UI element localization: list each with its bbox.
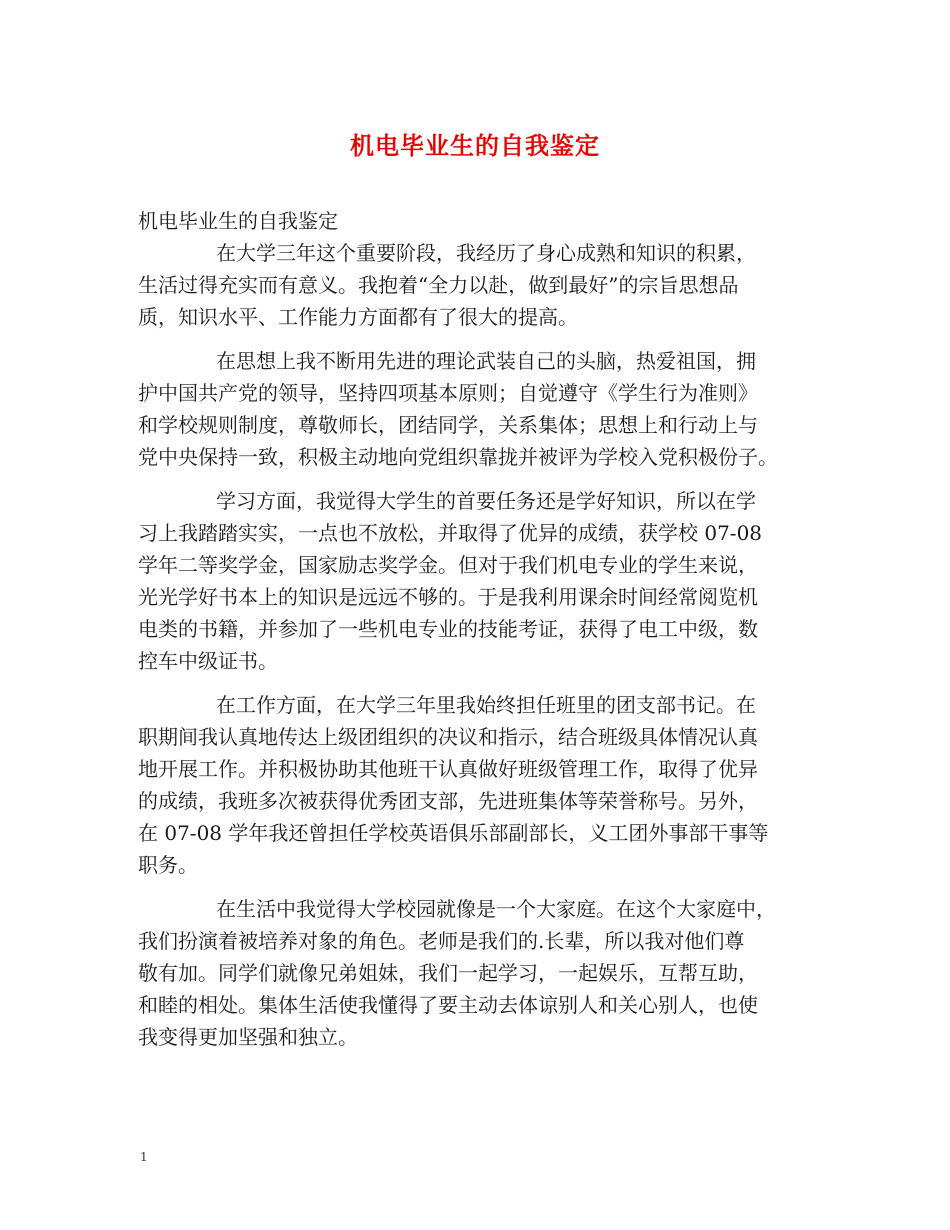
paragraph-line: 地开展工作。并积极协助其他班干认真做好班级管理工作，取得了优异	[138, 757, 758, 781]
page-number: 1	[140, 1150, 148, 1164]
paragraph-line: 在 07-08 学年我还曾担任学校英语俱乐部副部长，义工团外事部干事等	[138, 821, 769, 845]
paragraph-line: 在工作方面，在大学三年里我始终担任班里的团支部书记。在	[216, 693, 756, 717]
paragraph-3	[138, 485, 834, 677]
paragraph-line: 我变得更加坚强和独立。	[138, 1025, 358, 1049]
paragraph-line: 控车中级证书。	[138, 649, 278, 673]
paragraph-line: 在思想上我不断用先进的理论武装自己的头脑，热爱祖国，拥	[216, 349, 756, 373]
document-body	[138, 205, 834, 1053]
paragraph-line: 职务。	[138, 853, 198, 877]
paragraph-line: 学习方面，我觉得大学生的首要任务还是学好知识，所以在学	[216, 489, 756, 513]
paragraph-4	[138, 689, 834, 881]
paragraph-line: 党中央保持一致，积极主动地向党组织靠拢并被评为学校入党积极份子。	[138, 445, 778, 469]
document-title: 机电毕业生的自我鉴定	[350, 131, 600, 160]
paragraph-line: 的成绩，我班多次被获得优秀团支部，先进班集体等荣誉称号。另外，	[138, 789, 758, 813]
paragraph-line: 光光学好书本上的知识是远远不够的。于是我利用课余时间经常阅览机	[138, 585, 758, 609]
paragraph-line: 和睦的相处。集体生活使我懂得了要主动去体谅别人和关心别人，也使	[138, 993, 758, 1017]
paragraph-line: 电类的书籍，并参加了一些机电专业的技能考证，获得了电工中级，数	[138, 617, 758, 641]
paragraph-1	[138, 237, 834, 333]
document-subtitle: 机电毕业生的自我鉴定	[138, 209, 338, 233]
paragraph-line: 学年二等奖学金，国家励志奖学金。但对于我们机电专业的学生来说，	[138, 553, 758, 577]
paragraph-line: 生活过得充实而有意义。我抱着“全力以赴，做到最好”的宗旨思想品	[138, 273, 739, 297]
paragraph-line: 敬有加。同学们就像兄弟姐妹，我们一起学习，一起娱乐，互帮互助，	[138, 961, 758, 985]
paragraph-line: 在大学三年这个重要阶段，我经历了身心成熟和知识的积累，	[216, 241, 756, 265]
paragraph-line: 我们扮演着被培养对象的角色。老师是我们的.长辈，所以我对他们尊	[138, 929, 745, 953]
paragraph-2	[138, 345, 834, 473]
paragraph-line: 职期间我认真地传达上级团组织的决议和指示，结合班级具体情况认真	[138, 725, 758, 749]
paragraph-line: 习上我踏踏实实，一点也不放松，并取得了优异的成绩，获学校 07-08	[138, 521, 763, 545]
paragraph-line: 护中国共产党的领导，坚持四项基本原则；自觉遵守《学生行为准则》	[138, 381, 758, 405]
paragraph-5	[138, 893, 834, 1053]
paragraph-line: 质，知识水平、工作能力方面都有了很大的提高。	[138, 305, 578, 329]
paragraph-line: 在生活中我觉得大学校园就像是一个大家庭。在这个大家庭中，	[216, 897, 776, 921]
paragraph-line: 和学校规则制度，尊敬师长，团结同学，关系集体；思想上和行动上与	[138, 413, 758, 437]
